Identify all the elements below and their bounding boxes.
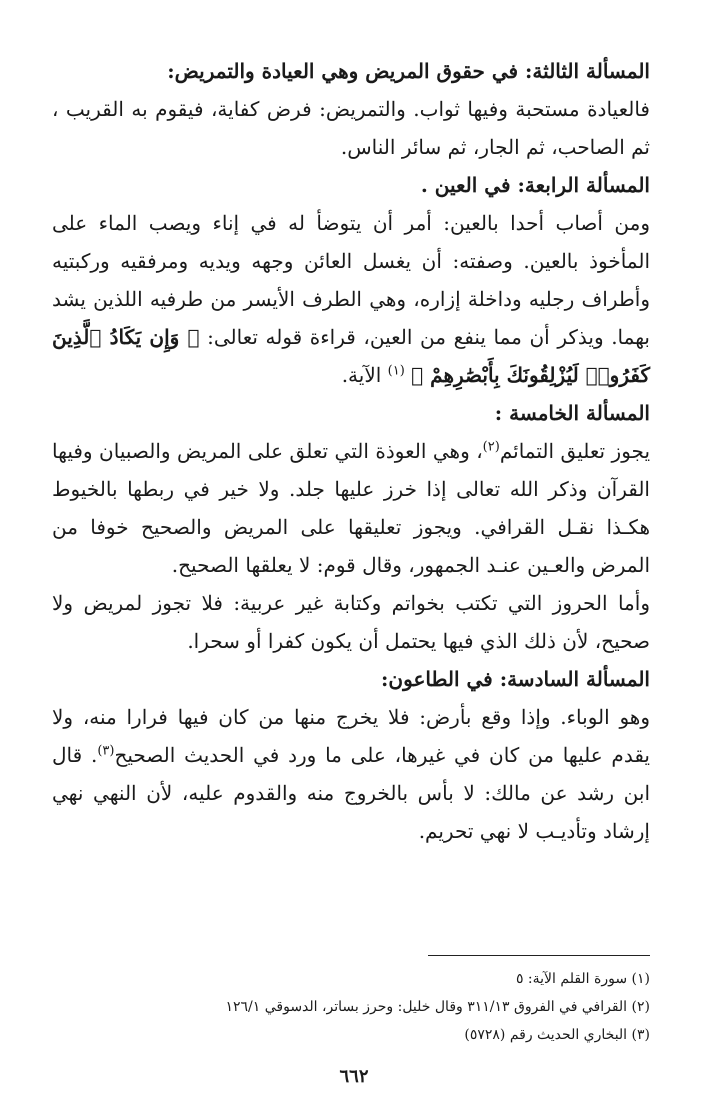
section-3-heading [52,52,650,90]
section-5-paragraph-2: وأما الحروز التي تكتب بخواتم وكتابة غير عربية: فلا تجوز لمريض ولا صحيح، لأن ذلك الذي فيها يحتمل أن يكون كفرا أو سحرا. [52,591,650,653]
footnote-ref-1[interactable]: (١) [387,363,405,379]
footnote-2-text: القرافي في الفروق ٣١١/١٣ وقال خليل: وحرز بساتر، الدسوقي ١٢٦/١ [225,999,628,1015]
section-6-heading-lead: المسألة السادسة: [499,667,650,691]
section-4-text: ومن أصاب أحدا بالعين: أمر أن يتوضأ له في إناء ويصب الماء على المأخوذ بالعين. وصفته: أن يغسل العائن وجهه ويديه ومرفقيه وركبتيه وأطراف رجليه وداخلة إزاره، وهي الطرف الأيسر من طرفيه اللذين يشد بهما. ويذكر أن مما ينفع من العين، قراءة قوله تعالى: [52,211,650,349]
footnote-3 [52,1021,650,1049]
page-body [52,52,650,850]
footnote-1 [52,965,650,993]
quran-verse: ﴿ وَإِن يَكَادُ ٱلَّذِينَ كَفَرُوا۟ لَيُزْلِقُونَكَ بِأَبْصَٰرِهِمْ ﴾ [52,325,650,387]
footnote-1-text: سورة القلم الآية: ٥ [515,971,628,987]
section-5-text-b: ، وهي العوذة التي تعلق على المريض والصبيان وفيها القرآن وذكر الله تعالى إذا خرز عليها جلد. ولا خير في ربطها بالخيوط هكـذا نقـل القرافي. ويجوز تعليقها على المريض والصحيح خوفا من المرض والعـين عنـد الجمهور، وقال قوم: لا يعلقها الصحيح. [52,439,650,577]
section-4-text-end: الآية. [341,363,382,387]
page-number: ٦٦٢ [339,1066,369,1087]
section-4-paragraph [52,204,650,394]
footnote-2-mark: (٢) [631,999,650,1015]
section-5-text-a: يجوز تعليق التمائم [499,439,651,463]
section-4-heading-sub: في العين . [420,173,511,197]
section-6-heading-sub: في الطاعون: [381,667,493,691]
footnote-ref-2[interactable]: (٢) [482,439,500,455]
section-3-heading-lead: المسألة الثالثة: [525,59,650,83]
section-3-heading-sub: في حقوق المريض وهي العيادة والتمريض: [167,59,519,83]
section-6-paragraph [52,698,650,850]
section-5-heading-lead: المسألة الخامسة : [494,401,650,425]
footnote-ref-3[interactable]: (٣) [97,743,115,759]
section-5-heading [52,394,650,432]
section-6-text-b: . قال ابن رشد عن مالك: لا بأس بالخروج منه والقدوم عليه، لأن النهي نهي إرشاد وتأديـب لا نهي تحريم. [52,743,650,843]
section-5-paragraph-1 [52,432,650,584]
section-4-heading [52,166,650,204]
section-6-heading [52,660,650,698]
section-6-text-a: وهو الوباء. وإذا وقع بأرض: فلا يخرج منها من كان فيها فرارا منه، ولا يقدم عليها من كان في غيرها، على ما ورد في الحديث الصحيح [52,705,650,767]
footnote-2 [52,993,650,1021]
footnote-1-mark: (١) [631,971,650,987]
footnote-list [52,965,650,1049]
section-3-paragraph: فالعيادة مستحبة وفيها ثواب. والتمريض: فرض كفاية، فيقوم به القريب ، ثم الصاحب، ثم الجار، ثم سائر الناس. [52,97,650,159]
footnote-divider [428,955,650,956]
footnote-3-text: البخاري الحديث رقم (٥٧٢٨) [464,1027,628,1043]
footnote-3-mark: (٣) [631,1027,650,1043]
section-4-heading-lead: المسألة الرابعة: [517,173,650,197]
